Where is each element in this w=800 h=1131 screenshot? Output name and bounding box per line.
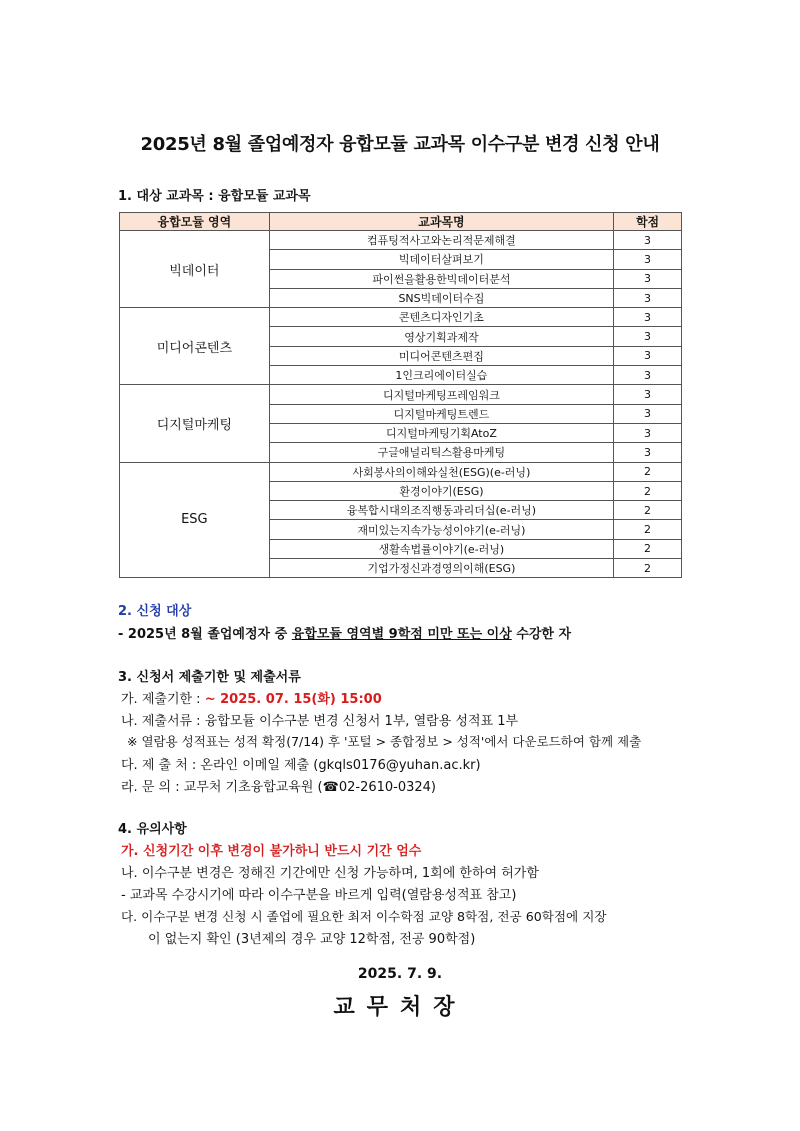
table-row: [120, 231, 682, 250]
contact-line: [121, 776, 436, 795]
deadline-line: [121, 688, 382, 707]
course-credit: 2: [614, 501, 682, 520]
target-prefix: - 2025년 8월 졸업예정자 중: [118, 627, 292, 642]
course-name: 영상기획과제작: [269, 327, 613, 346]
section2-target-line: [118, 623, 571, 642]
notice-item-c-cont: 이 없는지 확인 (3년제의 경우 교양 12학점, 전공 90학점): [148, 932, 476, 947]
course-credit: 3: [614, 443, 682, 462]
notice-item-b: 나. 이수구분 변경은 정해진 기간에만 신청 가능하며, 1회에 한하여 허가함: [121, 866, 539, 881]
course-name: 1인크리에이터실습: [269, 366, 613, 385]
issue-date: 2025. 7. 9.: [357, 966, 443, 982]
course-credit: 2: [614, 481, 682, 500]
table-header-row: [120, 213, 682, 231]
table-row: [120, 308, 682, 327]
target-condition: 융합모듈 영역별 9학점 미만 또는 이상: [291, 627, 512, 642]
header-course: 교과목명: [269, 213, 613, 231]
course-name: 융복합시대의조직행동과리더십(e-러닝): [269, 501, 613, 520]
contact-label: 라. 문 의 : 교무처 기초융합교육원 (: [121, 780, 323, 795]
area-bigdata: 빅데이터: [120, 231, 270, 308]
notice-item-a: 가. 신청기간 이후 변경이 불가하니 반드시 기간 엄수: [121, 844, 422, 859]
transcript-note: ※ 열람용 성적표는 성적 확정(7/14) 후 '포털 > 종합정보 > 성적'에서 다운로드하여 함께 제출: [127, 734, 642, 749]
course-name: 생활속법률이야기(e-러닝): [269, 539, 613, 558]
course-name: 컴퓨팅적사고와논리적문제해결: [269, 231, 613, 250]
deadline-value: ~ 2025. 07. 15(화) 15:00: [204, 692, 382, 707]
notice-item-b-sub: - 교과목 수강시기에 따라 이수구분을 바르게 입력(열람용성적표 참고): [121, 888, 517, 903]
course-name: 디지털마케팅프레임워크: [269, 385, 613, 404]
course-credit: 3: [614, 366, 682, 385]
course-credit: 3: [614, 404, 682, 423]
submission-line: 다. 제 출 처 : 온라인 이메일 제출 (gkqls0176@yuhan.ac.kr): [121, 758, 481, 773]
course-credit: 3: [614, 327, 682, 346]
course-credit: 3: [614, 423, 682, 442]
area-esg: ESG: [120, 462, 270, 578]
course-name: 미디어콘텐츠편집: [269, 346, 613, 365]
issuer-signature: 교무처장: [333, 995, 467, 1020]
phone-icon: ☎: [322, 780, 339, 795]
notice-item-c: 다. 이수구분 변경 신청 시 졸업에 필요한 최저 이수학점 교양 8학점, 전공 60학점에 지장: [121, 909, 607, 924]
course-table: [119, 212, 682, 578]
course-name: SNS빅데이터수집: [269, 288, 613, 307]
section4-heading: 4. 유의사항: [118, 822, 187, 837]
course-credit: 3: [614, 269, 682, 288]
course-name: 구글애널리틱스활용마케팅: [269, 443, 613, 462]
course-credit: 2: [614, 462, 682, 481]
course-credit: 3: [614, 385, 682, 404]
course-credit: 2: [614, 520, 682, 539]
section2-heading: 2. 신청 대상: [118, 604, 192, 619]
documents-line: 나. 제출서류 : 융합모듈 이수구분 변경 신청서 1부, 열람용 성적표 1부: [121, 714, 519, 729]
course-credit: 3: [614, 346, 682, 365]
course-name: 재미있는지속가능성이야기(e-러닝): [269, 520, 613, 539]
course-name: 빅데이터살펴보기: [269, 250, 613, 269]
table-row: [120, 462, 682, 481]
contact-phone: 02-2610-0324): [338, 780, 437, 795]
course-name: 파이썬을활용한빅데이터분석: [269, 269, 613, 288]
area-media: 미디어콘텐츠: [120, 308, 270, 385]
course-name: 사회봉사의이해와실천(ESG)(e-러닝): [269, 462, 613, 481]
section3-heading: 3. 신청서 제출기한 및 제출서류: [118, 670, 301, 685]
course-credit: 3: [614, 288, 682, 307]
course-name: 디지털마케팅트렌드: [269, 404, 613, 423]
course-name: 기업가정신과경영의이해(ESG): [269, 559, 613, 578]
target-suffix: 수강한 자: [511, 627, 572, 642]
header-credit: 학점: [614, 213, 682, 231]
course-credit: 3: [614, 308, 682, 327]
course-credit: 3: [614, 231, 682, 250]
course-credit: 3: [614, 250, 682, 269]
table-row: [120, 385, 682, 404]
section1-heading: 1. 대상 교과목 : 융합모듈 교과목: [118, 189, 311, 204]
deadline-label: 가. 제출기한 :: [121, 692, 205, 707]
area-digital-marketing: 디지털마케팅: [120, 385, 270, 462]
course-name: 콘텐츠디자인기초: [269, 308, 613, 327]
header-area: 융합모듈 영역: [120, 213, 270, 231]
course-credit: 2: [614, 559, 682, 578]
course-credit: 2: [614, 539, 682, 558]
document-title: 2025년 8월 졸업예정자 융합모듈 교과목 이수구분 변경 신청 안내: [140, 134, 660, 155]
course-name: 디지털마케팅기획AtoZ: [269, 423, 613, 442]
course-name: 환경이야기(ESG): [269, 481, 613, 500]
